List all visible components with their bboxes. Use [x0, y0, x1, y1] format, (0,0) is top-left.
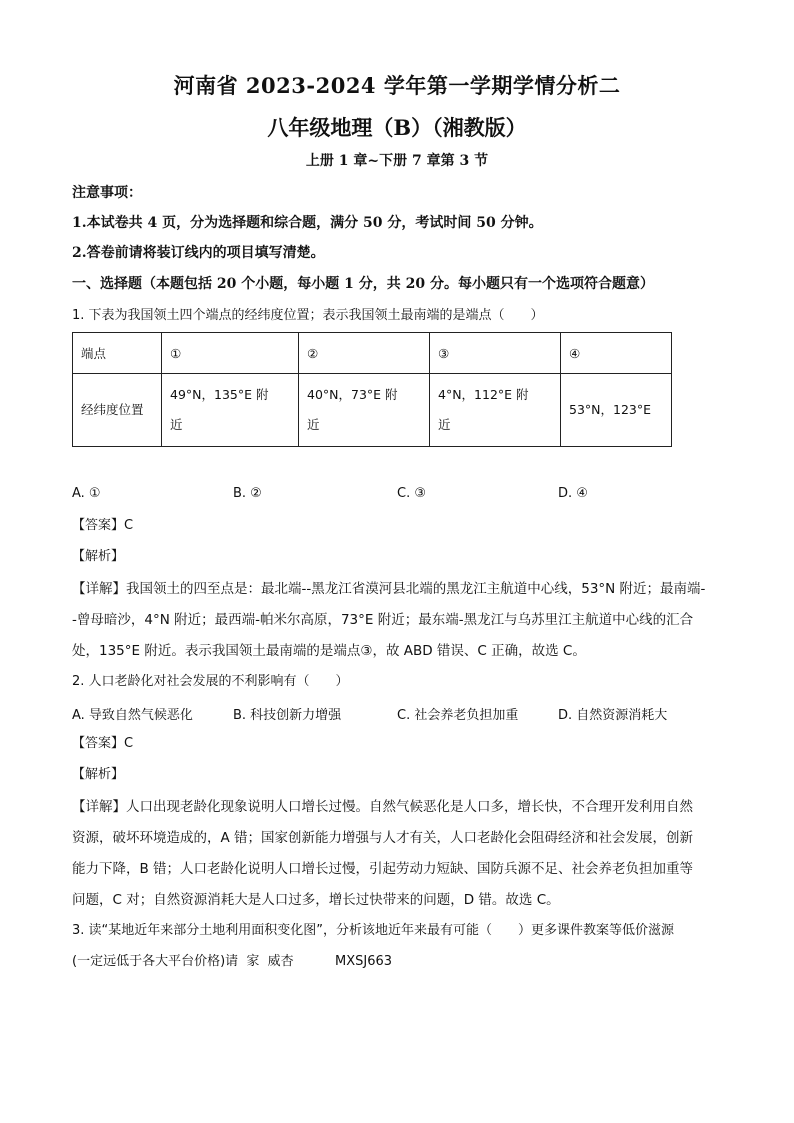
table-row	[73, 333, 672, 374]
q2-analysis-label: 【解析】	[72, 767, 125, 782]
table-cell: ③	[430, 333, 561, 374]
detail-line: 【详解】人口出现老龄化现象说明人口增长过慢。自然气候恶化是人口多，增长快，不合理开发利用自然	[72, 799, 693, 815]
q1-stem: 1. 下表为我国领土四个端点的经纬度位置；表示我国领土最南端的是端点（ ）	[72, 308, 544, 323]
cell-line: 近	[307, 417, 320, 432]
table-cell	[561, 374, 672, 447]
cell-line: 近	[170, 417, 183, 432]
detail-line: -曾母暗沙，4°N 附近；最西端-帕米尔高原，73°E 附近；最东端-黑龙江与乌苏里江主航道中心线的汇合	[72, 612, 694, 628]
q2-option-a[interactable]: A. 导致自然气候恶化	[72, 708, 193, 723]
q2-answer: 【答案】C	[72, 736, 134, 751]
exam-title: 河南省 2023-2024 学年第一学期学情分析二	[173, 73, 621, 98]
table-row	[73, 374, 672, 447]
q2-option-d[interactable]: D. 自然资源消耗大	[558, 708, 668, 723]
notes-item-2: 2.答卷前请将装订线内的项目填写清楚。	[72, 245, 325, 261]
exam-subtitle: 八年级地理（B）（湘教版）	[267, 115, 527, 140]
q1-analysis-label: 【解析】	[72, 549, 125, 564]
q1-coordinates-table	[72, 332, 672, 447]
cell-line: 4°N，112°E 附	[438, 387, 529, 402]
q2-stem: 2. 人口老龄化对社会发展的不利影响有（ ）	[72, 674, 349, 689]
table-cell: 经纬度位置	[73, 374, 162, 447]
table-cell: ②	[299, 333, 430, 374]
q1-option-b[interactable]: B. ②	[233, 486, 262, 501]
cell-line: 53°N，123°E	[569, 402, 652, 417]
q1-detail	[72, 574, 722, 667]
section-heading: 一、选择题（本题包括 20 个小题，每小题 1 分，共 20 分。每小题只有一个选项符合题意）	[72, 276, 654, 292]
q2-option-c[interactable]: C. 社会养老负担加重	[397, 708, 519, 723]
detail-line: 问题，C 对；自然资源消耗大是人口过多，增长过快带来的问题，D 错。故选 C。	[72, 892, 560, 908]
table-cell: 端点	[73, 333, 162, 374]
detail-line: 【详解】我国领土的四至点是：最北端--黑龙江省漠河县北端的黑龙江主航道中心线，53°N 附近；最南端-	[72, 581, 706, 597]
q1-option-d[interactable]: D. ④	[558, 486, 588, 501]
q1-option-a[interactable]: A. ①	[72, 486, 101, 501]
table-cell: ④	[561, 333, 672, 374]
detail-line: 处，135°E 附近。表示我国领土最南端的是端点③，故 ABD 错误、C 正确，故选 C。	[72, 643, 586, 659]
cell-line: 49°N，135°E 附	[170, 387, 269, 402]
q2-option-b[interactable]: B. 科技创新力增强	[233, 708, 342, 723]
detail-line: 资源，破坏环境造成的，A 错；国家创新能力增强与人才有关，人口老龄化会阻碍经济和社会发展，创新	[72, 830, 694, 846]
exam-scope: 上册 1 章~下册 7 章第 3 节	[305, 153, 489, 169]
q2-detail	[72, 792, 722, 916]
q1-option-c[interactable]: C. ③	[397, 486, 426, 501]
table-cell	[162, 374, 299, 447]
cell-line: 40°N，73°E 附	[307, 387, 398, 402]
table-cell	[430, 374, 561, 447]
notes-item-1: 1.本试卷共 4 页，分为选择题和综合题，满分 50 分，考试时间 50 分钟。	[72, 215, 543, 231]
detail-line: 能力下降，B 错；人口老龄化说明人口增长过慢，引起劳动力短缺、国防兵源不足、社会养老负担加重等	[72, 861, 694, 877]
q1-answer: 【答案】C	[72, 518, 134, 533]
notes-heading: 注意事项：	[72, 185, 142, 201]
table-cell	[299, 374, 430, 447]
q3-stem: 3. 读“某地近年来部分土地利用面积变化图”，分析该地近年来最有可能（ ）更多课件教案等低价滋源	[72, 923, 675, 938]
cell-line: 近	[438, 417, 451, 432]
table-cell: ①	[162, 333, 299, 374]
q3-ad-line: (一定远低于各大平台价格)请 家 威杏 MXSJ663	[72, 954, 393, 969]
